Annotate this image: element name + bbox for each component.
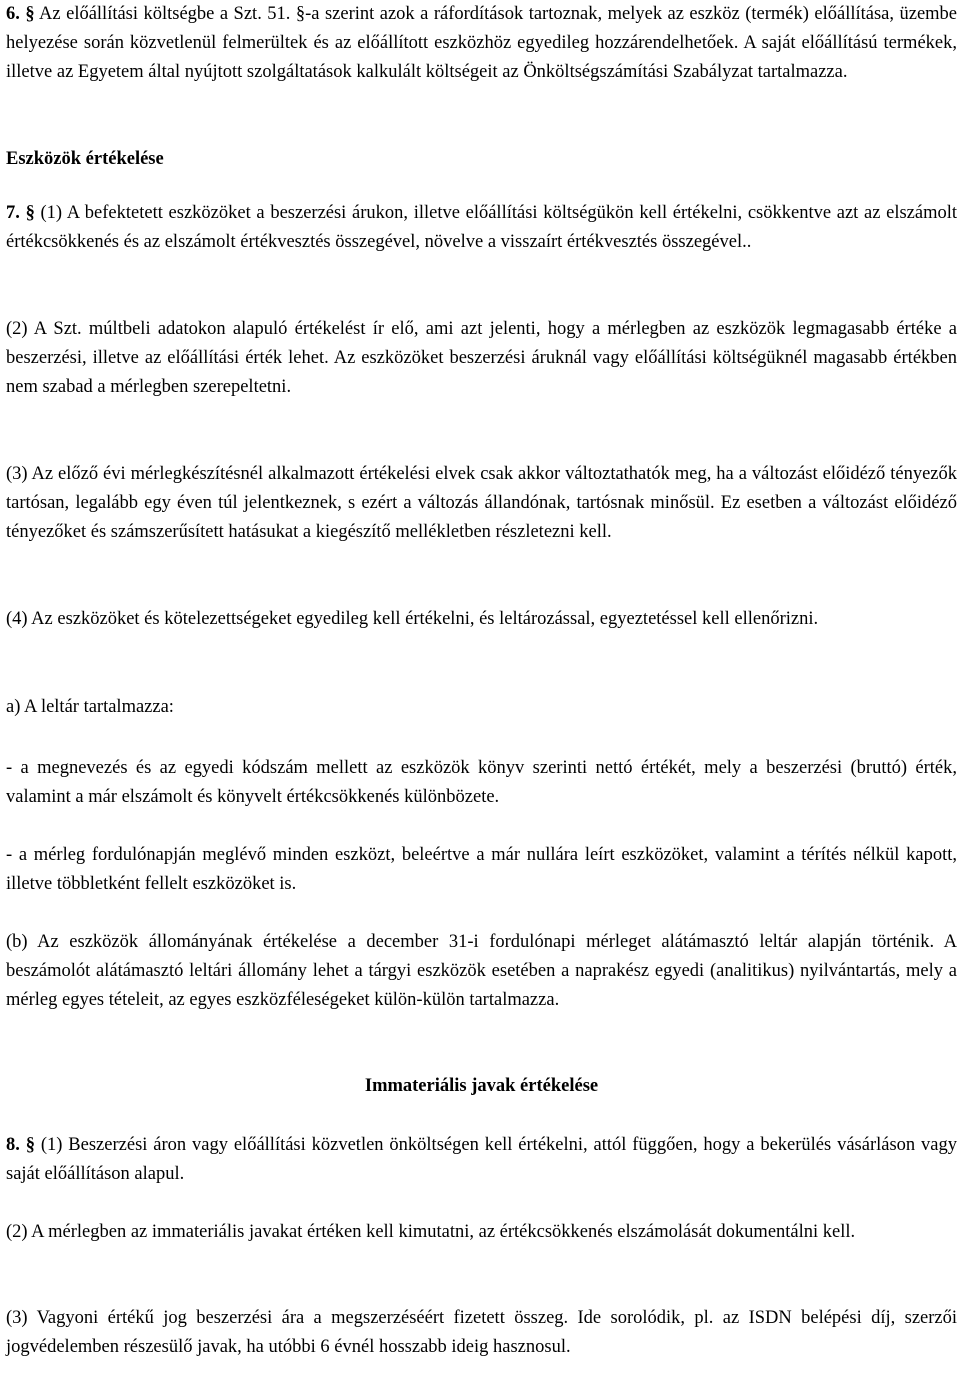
paragraph-7-3: (3) Az előző évi mérlegkészítésnél alkalmazott értékelési elvek csak akkor változtathatók meg, ha a változást előidéző tényezők tartósan, legalább egy éven túl jelentkeznek, s ezért a változás állandónak, tartósnak minősül. Ez esetben a változást előidéző tényezőket és számszerűsített hatásukat a kiegészítő mellékletben részletezni kell. xyxy=(6,464,957,543)
section-number: 7. xyxy=(6,203,20,223)
paragraph-8-3: (3) Vagyoni értékű jog beszerzési ára a megszerzéséért fizetett összeg. Ide sorolódik, pl. az ISDN belépési díj, szerzői jogvédelemben részesülő javak, ha utóbbi 6 évnél hosszabb ideig hasznosul. xyxy=(6,1308,957,1358)
paragraph-dash-2: - a mérleg fordulónapján meglévő minden eszközt, beleértve a már nullára leírt eszközöket, valamint a térítés nélkül kapott, illetve többletként fellelt eszközöket is. xyxy=(6,845,957,895)
paragraph-dash-1: - a megnevezés és az egyedi kódszám mellett az eszközök könyv szerinti nettó értékét, mely a beszerzési (bruttó) érték, valamint a már elszámolt és könyvelt értékcsökkenés különbözete. xyxy=(6,758,957,808)
heading-immaterialis-javak: Immateriális javak értékelése xyxy=(364,1076,599,1096)
section-number: 6. xyxy=(6,4,20,24)
paragraph-7-1 xyxy=(6,199,957,257)
section-sign: § xyxy=(25,4,35,24)
section-number: 8. xyxy=(6,1135,20,1155)
section-sign: § xyxy=(25,203,35,223)
paragraph-a: a) A leltár tartalmazza: xyxy=(6,697,174,717)
paragraph-7-2: (2) A Szt. múltbeli adatokon alapuló értékelést ír elő, ami azt jelenti, hogy a mérlegben az eszközök legmagasabb értéke a beszerzési, illetve az előállítási érték lehet. Az eszközöket beszerzési áruknál vagy előállítási költségüknél magasabb értékben nem szabad a mérlegben szerepeltetni. xyxy=(6,319,957,398)
section-sign: § xyxy=(25,1135,35,1155)
paragraph-7-4: (4) Az eszközöket és kötelezettségeket egyedileg kell értékelni, és leltározással, egyeztetéssel kell ellenőrizni. xyxy=(6,609,819,629)
paragraph-text: Az előállítási költségbe a Szt. 51. §-a szerint azok a ráfordítások tartoznak, melyek az eszköz (termék) előállítása, üzembe helyezése során közvetlenül felmerültek és az előállított eszközhöz egyedileg hozzárendelhetőek. A saját előállítású termékek, illetve az Egyetem által nyújtott szolgáltatások kalkulált költségeit az Önköltségszámítási Szabályzat tartalmazza. xyxy=(6,4,958,83)
paragraph-b: (b) Az eszközök állományának értékelése a december 31-i fordulónapi mérleget alátámasztó leltár alapján történik. A beszámolót alátámasztó leltári állomány lehet a tárgyi eszközök esetében a naprakész egyedi (analitikus) nyilvántartás, mely a mérleg egyes tételeit, az egyes eszközféleségeket külön-külön tartalmazza. xyxy=(6,932,957,1011)
paragraph-8-1 xyxy=(6,1131,957,1189)
heading-eszkozok-ertekelese: Eszközök értékelése xyxy=(6,149,164,169)
paragraph-text: (1) A befektetett eszközöket a beszerzési árukon, illetve előállítási költségükön kell értékelni, csökkentve azt az elszámolt értékcsökkenés és az elszámolt értékvesztés összegével, növelve a visszaírt értékvesztés összegével.. xyxy=(6,203,957,253)
paragraph-6 xyxy=(6,0,957,88)
paragraph-text: (1) Beszerzési áron vagy előállítási közvetlen önköltségen kell értékelni, attól függően, hogy a bekerülés vásárláson vagy saját előállításon alapul. xyxy=(6,1135,957,1185)
paragraph-8-2: (2) A mérlegben az immateriális javakat értéken kell kimutatni, az értékcsökkenés elszámolását dokumentálni kell. xyxy=(6,1222,856,1242)
